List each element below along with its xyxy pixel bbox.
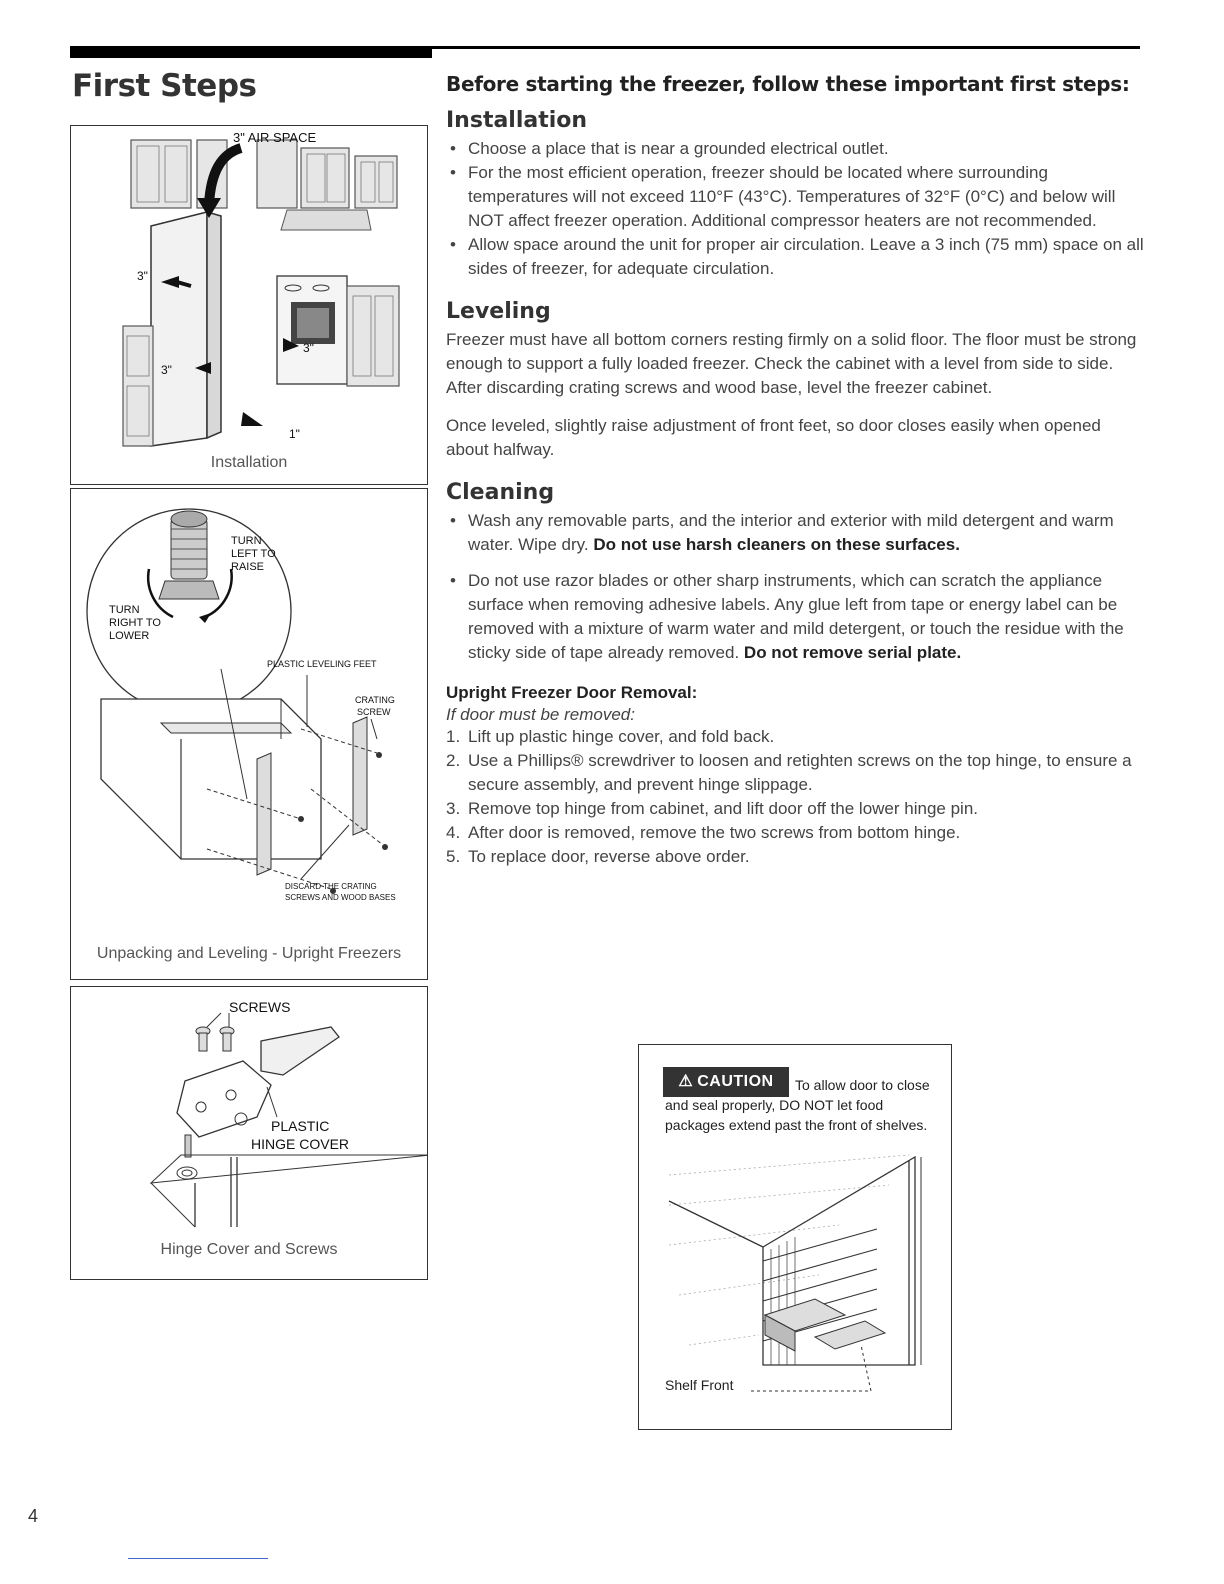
installation-bullet: • Choose a place that is near a grounded electrical outlet. — [446, 137, 1146, 161]
leveling-figure — [70, 488, 428, 980]
serial-plate-warning: Do not remove serial plate. — [743, 643, 962, 662]
cleaning-warning: Do not use harsh cleaners on these surfaces. — [593, 535, 960, 554]
intro-heading: Before starting the freezer, follow these important first steps: — [446, 72, 1130, 96]
discard-label-2: SCREWS AND WOOD BASES — [285, 893, 396, 902]
header-rule-thin — [432, 46, 1140, 49]
turn-right-label-1: TURN — [109, 604, 140, 616]
installation-heading: Installation — [446, 108, 588, 133]
crating-screw-label-2: SCREW — [357, 707, 391, 717]
leveling-caption: Unpacking and Leveling - Upright Freezers — [96, 945, 402, 962]
installation-list — [446, 137, 1146, 281]
cleaning-heading: Cleaning — [446, 480, 555, 505]
instructions-column — [446, 72, 1146, 869]
caution-text: To allow door to close and seal properly, DO NOT let food packages extend past the front of shelves. — [665, 1077, 930, 1133]
left-clearance-label: 3" — [137, 269, 148, 283]
cleaning-list — [446, 509, 1146, 665]
hinge-illustration — [71, 987, 427, 1279]
turn-right-label-3: LOWER — [109, 630, 150, 642]
installation-caption: Installation — [210, 454, 288, 471]
installation-illustration — [71, 126, 427, 484]
leveling-paragraph-1: Freezer must have all bottom corners resting firmly on a solid floor. The floor must be strong enough to support a fully loaded freezer. Check the cabinet with a level from side to side. After discarding crating screws and wood base, level the freezer cabinet. — [446, 330, 1137, 397]
caution-box — [638, 1044, 952, 1430]
door-removal-step: 2. Use a Phillips® screwdriver to loosen and retighten screws on the top hinge, to ensure a secure assembly, and prevent hinge slippage. — [446, 751, 1132, 794]
screws-label: SCREWS — [229, 999, 291, 1015]
hinge-caption: Hinge Cover and Screws — [160, 1241, 338, 1258]
crating-screw-label-1: CRATING — [355, 695, 395, 705]
door-removal-steps — [446, 725, 1146, 869]
cleaning-bullet-text: Wash any removable parts, and the interior and exterior with mild detergent and warm water. Wipe dry. — [468, 511, 1114, 554]
installation-figure — [70, 125, 428, 485]
caution-badge-label: CAUTION — [697, 1073, 774, 1090]
plastic-label: PLASTIC — [271, 1118, 330, 1134]
cleaning-bullet-text: Do not use razor blades or other sharp instruments, which can scratch the appliance surface when removing adhesive labels. Any glue left from tape or energy label can be removed with a mixture of warm water and mild detergent, or touch the residue with the sticky side of tape already removed. — [468, 571, 1124, 662]
page-title: First Steps — [72, 68, 257, 104]
warning-icon: ⚠ — [678, 1073, 694, 1090]
door-removal-condition: If door must be removed: — [446, 705, 635, 724]
turn-right-label-2: RIGHT TO — [109, 617, 161, 629]
right-clearance-label: 3" — [303, 341, 314, 355]
shelf-illustration — [639, 1045, 951, 1429]
door-removal-step: 3. Remove top hinge from cabinet, and lift door off the lower hinge pin. — [446, 799, 978, 818]
page-number: 4 — [28, 1506, 39, 1526]
turn-left-label-2: LEFT TO — [231, 548, 276, 560]
air-space-label: 3" AIR SPACE — [233, 130, 317, 145]
leveling-paragraph-2: Once leveled, slightly raise adjustment of front feet, so door closes easily when opened about halfway. — [446, 416, 1101, 459]
turn-left-label-3: RAISE — [231, 561, 265, 573]
turn-left-label-1: TURN — [231, 535, 262, 547]
side-clearance-label: 3" — [161, 363, 172, 377]
door-removal-step: 5. To replace door, reverse above order. — [446, 847, 750, 866]
hinge-cover-label: HINGE COVER — [251, 1136, 350, 1152]
header-rule-thick — [70, 46, 432, 58]
footer-line — [128, 1558, 268, 1559]
leveling-illustration — [71, 489, 427, 979]
door-removal-heading: Upright Freezer Door Removal: — [446, 683, 698, 702]
leveling-feet-label: PLASTIC LEVELING FEET — [267, 659, 377, 669]
discard-label-1: DISCARD THE CRATING — [285, 882, 377, 891]
door-removal-step: 1. Lift up plastic hinge cover, and fold back. — [446, 727, 775, 746]
cleaning-bullet — [446, 569, 1146, 665]
leveling-heading: Leveling — [446, 299, 551, 324]
bottom-clearance-label: 1" — [289, 427, 300, 441]
hinge-figure — [70, 986, 428, 1280]
cleaning-bullet — [446, 509, 1146, 557]
door-removal-step: 4. After door is removed, remove the two screws from bottom hinge. — [446, 823, 961, 842]
installation-bullet: • For the most efficient operation, freezer should be located where surrounding temperatures will not exceed 110°F (43°C). Temperatures of 32°F (0°C) and below will NOT affect freezer operation. Additional compressor heaters are not recommended. — [446, 161, 1146, 233]
installation-bullet: • Allow space around the unit for proper air circulation. Leave a 3 inch (75 mm) space on all sides of freezer, for adequate circulation. — [446, 233, 1146, 281]
shelf-front-label: Shelf Front — [665, 1377, 734, 1393]
